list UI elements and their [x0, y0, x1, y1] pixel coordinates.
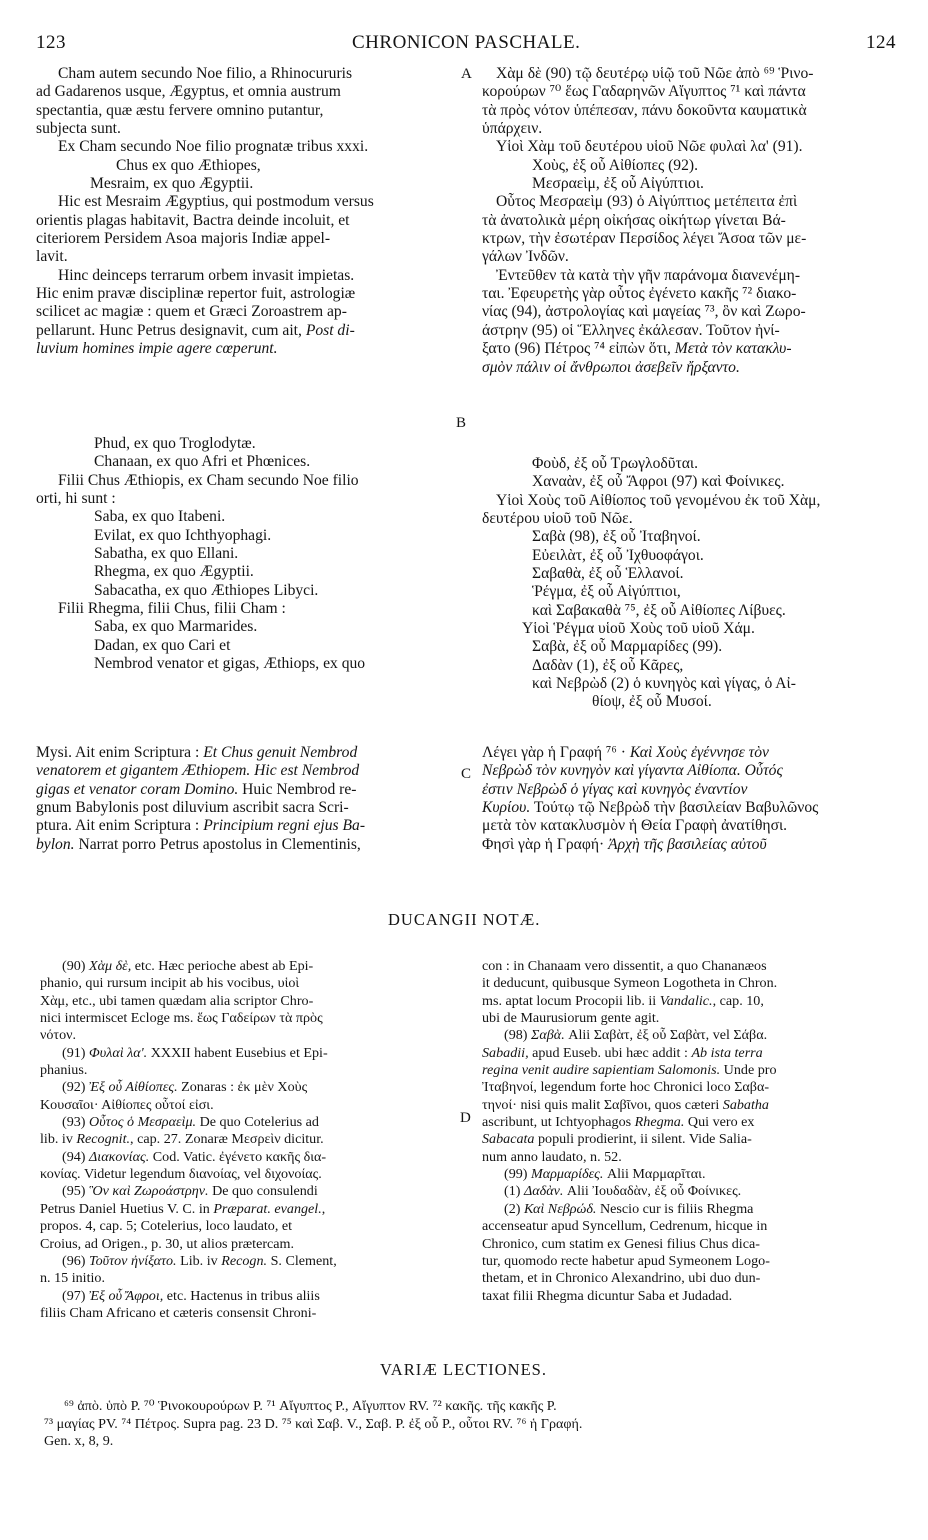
- note-line: tur, quomodo recte habetur apud Symeonem Logo-: [482, 1252, 770, 1269]
- greek-line: γάλων Ἰνδῶν.: [482, 248, 569, 266]
- latin-line: Saba, ex quo Marmarides.: [94, 618, 258, 636]
- latin-line: Hinc deinceps terrarum orbem invasit impietas.: [58, 266, 355, 284]
- latin-line: Ex Cham secundo Noe filio prognatæ tribus xxxi.: [58, 138, 369, 156]
- greek-line: Οὗτος Μεσραεὶμ (93) ὁ Αἰγύπτιος μετέπειτα ἐπὶ: [496, 193, 798, 211]
- note-line: accenseatur apud Syncellum, Cedrenum, hicque in: [482, 1218, 768, 1235]
- note-line: n. 15 initio.: [40, 1270, 105, 1287]
- note-line: (96) Τοῦτον ἠνίξατο. Lib. iv Recogn. S. Clement,: [62, 1252, 337, 1269]
- latin-line: Filii Rhegma, filii Chus, filii Cham :: [58, 600, 286, 618]
- note-line: filiis Cham Africano et cæteris consensit Chroni-: [40, 1304, 317, 1321]
- latin-column-bottom: [36, 744, 456, 854]
- note-line: nici intermiscet Ecloge ms. ἕως Γαδείρων τὰ πρὸς: [40, 1010, 323, 1027]
- page-number-left: 123: [36, 32, 66, 53]
- latin-line: Mesraim, ex quo Ægyptii.: [90, 175, 254, 193]
- note-line: (93) Οὗτος ὁ Μεσραεὶμ. De quo Cotelerius ad: [62, 1114, 319, 1131]
- greek-line: τὰ πρὸς νότον ὑπέπεσαν, πάνυ δοκοῦντα καυματικὰ: [482, 101, 807, 119]
- note-line: phanius.: [40, 1062, 88, 1079]
- latin-line: Evilat, ex quo Ichthyophagi.: [94, 526, 272, 544]
- greek-line: Φησὶ γὰρ ἡ Γραφή· Ἀρχὴ τῆς βασιλείας αὐτοῦ: [482, 835, 767, 853]
- note-line: regina venit audire sapientiam Salomonis. Unde pro: [482, 1062, 777, 1079]
- greek-line: Σαβαθὰ, ἐξ οὗ Ἑλλανοί.: [532, 565, 684, 583]
- greek-line: θίοψ, ἐξ οὗ Μυσοί.: [592, 693, 712, 711]
- greek-line: Χαναὰν, ἐξ οὗ Ἄφροι (97) καὶ Φοίνικες.: [532, 473, 785, 491]
- note-line: Croius, ad Origen., p. 30, ut alios prætercam.: [40, 1235, 295, 1252]
- greek-line: καὶ Σαβακαθὰ ⁷⁵, ἐξ οὗ Αἰθίοπες Λίβυες.: [532, 601, 786, 619]
- notes-right-column: [482, 958, 908, 1305]
- note-line: τηνοί· nisi quis malit Σαβῖνοι, quos cæteri Sabatha: [482, 1096, 769, 1113]
- greek-line: Δαδὰν (1), ἐξ οὗ Κᾶρες,: [532, 656, 684, 674]
- latin-column-top: [36, 65, 456, 359]
- variant-line: Gen. x, 8, 9.: [44, 1433, 114, 1449]
- note-line: Petrus Daniel Huetius V. C. in Præparat. evangel.,: [40, 1200, 326, 1217]
- latin-line: gnum Babylonis post diluvium ascribit sacra Scri-: [36, 799, 349, 817]
- latin-line: gigas et venator coram Domino. Huic Nembrod re-: [36, 780, 357, 798]
- latin-column-mid: [36, 435, 456, 673]
- margin-letter-b: B: [456, 415, 467, 431]
- greek-line: Κυρίου. Τούτῳ τῷ Νεβρὼδ τὴν βασιλείαν Βαβυλῶνος: [482, 799, 819, 817]
- latin-line: orti, hi sunt :: [36, 490, 116, 508]
- latin-line: luvium homines impie agere cœperunt.: [36, 340, 278, 358]
- greek-line: καὶ Νεβρὼδ (2) ὁ κυνηγὸς καὶ γίγας, ὁ Αἰ-: [532, 675, 796, 693]
- note-line: it deducunt, quibusque Symeon Logotheta in Chron.: [482, 975, 778, 992]
- greek-column-mid: [482, 455, 908, 712]
- note-line: Κουσαῖοι· Αἰθίοπες οὗτοί εἰσι.: [40, 1096, 214, 1113]
- note-line: phanio, qui rursum incipit ab his vocibus, υἱοὶ: [40, 975, 300, 992]
- greek-line: τὰ ἀνατολικὰ μέρη οἰκήσας οἰκήτωρ γίνεται Βά-: [482, 211, 786, 229]
- note-line: Ἰταβηνοί, legendum forte hoc Chronici loco Σαβα-: [482, 1079, 770, 1096]
- latin-line: bylon. Narrat porro Petrus apostolus in Clementinis,: [36, 835, 361, 853]
- greek-line: Χοὺς, ἐξ οὗ Αἰθίοπες (92).: [532, 156, 698, 174]
- latin-line: scilicet ac magiæ : quem et Græci Zoroastrem ap-: [36, 303, 347, 321]
- note-line: Sabadii, apud Euseb. ubi hæc addit : Ab ista terra: [482, 1044, 763, 1061]
- note-line: (1) Δαδὰν. Alii Ἰουδαδὰν, ἐξ οὗ Φοίνικες.: [504, 1183, 742, 1200]
- note-line: propos. 4, cap. 5; Cotelerius, loco laudato, et: [40, 1218, 293, 1235]
- latin-line: Hic enim pravæ disciplinæ repertor fuit, astrologiæ: [36, 285, 356, 303]
- variant-line: ⁷³ μαγίας PV. ⁷⁴ Πέτρος. Supra pag. 23 D. ⁷⁵ καὶ Σαβ. V., Σαβ. P. ἐξ οὗ P., οὗτοι RV. ⁷⁶ ἡ Γραφή.: [44, 1415, 583, 1432]
- latin-line: Hic est Mesraim Ægyptius, qui postmodum versus: [58, 193, 374, 211]
- margin-letter-a: A: [461, 66, 472, 82]
- section-heading-variae: VARIÆ LECTIONES.: [380, 1360, 547, 1379]
- latin-line: pellarunt. Hunc Petrus designavit, cum ait, Post di-: [36, 321, 355, 339]
- greek-line: Λέγει γὰρ ἡ Γραφή ⁷⁶ · Καὶ Χοὺς ἐγέννησε τὸν: [482, 744, 769, 761]
- note-line: ms. aptat locum Procopii lib. ii Vandalic., cap. 10,: [482, 992, 764, 1009]
- latin-line: Dadan, ex quo Cari et: [94, 636, 231, 654]
- latin-line: Sabatha, ex quo Ellani.: [94, 545, 239, 563]
- latin-line: citeriorem Persidem Asoa majoris Indiæ appel-: [36, 230, 331, 248]
- note-line: taxat filii Rhegma dicuntur Saba et Judadad.: [482, 1287, 733, 1304]
- latin-line: Phud, ex quo Troglodytæ.: [94, 435, 256, 452]
- latin-line: Saba, ex quo Itabeni.: [94, 508, 226, 526]
- greek-line: ξατο (96) Πέτρος ⁷⁴ εἰπὼν ὅτι, Μετὰ τὸν κατακλυ-: [482, 340, 792, 358]
- greek-line: ται. Ἐφευρετὴς γὰρ οὗτος ἐγένετο κακῆς ⁷² διακο-: [482, 285, 797, 303]
- note-line: lib. iv Recognit., cap. 27. Zonaræ Μεσρεὶν dicitur.: [40, 1131, 324, 1148]
- latin-line: Chus ex quo Æthiopes,: [116, 156, 261, 174]
- greek-line: κτρων, τὴν ἐσωτέραν Περσίδος λέγει Ἄσοα τῶν με-: [482, 230, 807, 248]
- greek-line: Χὰμ δὲ (90) τῷ δευτέρῳ υἱῷ τοῦ Νῶε ἀπὸ ⁶⁹ Ῥινο-: [496, 65, 814, 82]
- latin-line: Cham autem secundo Noe filio, a Rhinocururis: [58, 65, 353, 82]
- greek-line: Ἐντεῦθεν τὰ κατὰ τὴν γῆν παράνομα διανενέμη-: [496, 266, 801, 284]
- greek-line: μετὰ τὸν κατακλυσμὸν ἡ Θεία Γραφὴ ἀνατίθησι.: [482, 817, 788, 835]
- note-line: Χὰμ, etc., ubi tamen quædam alia scriptor Chro-: [40, 992, 314, 1009]
- variae-lectiones: [44, 1398, 908, 1451]
- page-number-right: 124: [866, 32, 896, 53]
- note-line: Sabacata populi prodierint, ii silent. Vide Salia-: [482, 1131, 752, 1148]
- latin-line: orientis plagas habitavit, Bactra deinde incoluit, et: [36, 211, 350, 229]
- margin-letter-d: D: [460, 1110, 471, 1126]
- greek-line: κορούρων ⁷⁰ ἕως Γαδαρηνῶν Αἴγυπτος ⁷¹ καὶ πάντα: [482, 83, 806, 101]
- note-line: (99) Μαρμαρίδες. Alii Μαρμαρῖται.: [504, 1166, 706, 1183]
- greek-line: Μεσραεὶμ, ἐξ οὗ Αἰγύπτιοι.: [532, 175, 704, 193]
- latin-line: Sabacatha, ex quo Æthiopes Libyci.: [94, 581, 319, 599]
- greek-line: Υἱοὶ Χὰμ τοῦ δευτέρου υἱοῦ Νῶε φυλαὶ λα' (91).: [496, 138, 803, 156]
- greek-line: ὑπάρχειν.: [482, 120, 543, 138]
- note-line: (2) Καὶ Νεβρώδ. Nescio cur is filiis Rhegma: [504, 1200, 754, 1217]
- latin-line: Rhegma, ex quo Ægyptii.: [94, 563, 254, 581]
- note-line: ubi de Maurusiorum gente agit.: [482, 1010, 660, 1027]
- greek-line: Νεβρὼδ τὸν κυνηγὸν καὶ γίγαντα Αἰθίοπα. Οὗτός: [482, 762, 783, 780]
- latin-line: Mysi. Ait enim Scriptura : Et Chus genuit Nembrod: [36, 744, 358, 761]
- greek-line: Σαβὰ (98), ἐξ οὗ Ἰταβηνοί.: [532, 528, 701, 546]
- latin-line: Chanaan, ex quo Afri et Phœnices.: [94, 453, 311, 471]
- section-heading-notes: DUCANGII NOTÆ.: [388, 910, 541, 929]
- greek-line: άστρην (95) οἱ Ἕλληνες ἐκάλεσαν. Τοῦτον ἠνί-: [482, 321, 780, 339]
- note-line: (92) Ἐξ οὗ Αἰθίοπες. Zonaras : ἐκ μὲν Χοὺς: [62, 1079, 308, 1096]
- greek-column-bottom: [482, 744, 908, 854]
- notes-left-column: [40, 958, 458, 1322]
- margin-letter-c: C: [461, 766, 472, 782]
- note-line: (91) Φυλαὶ λα'. XXXII habent Eusebius et Epi-: [62, 1044, 328, 1061]
- note-line: num anno laudato, n. 52.: [482, 1148, 622, 1165]
- latin-line: Filii Chus Æthiopis, ex Cham secundo Noe filio: [58, 471, 359, 489]
- greek-line: ἐστιν Νεβρὼδ ὁ γίγας καὶ κυνηγὸς ἐναντίον: [482, 780, 748, 798]
- latin-line: ad Gadarenos usque, Ægyptus, et omnia austrum: [36, 83, 341, 101]
- greek-line: νίας (94), ἀστρολογίας καὶ μαγείας ⁷³, ὃν καὶ Ζωρο-: [482, 303, 806, 321]
- running-title: CHRONICON PASCHALE.: [352, 32, 581, 53]
- note-line: (94) Διακονίας. Cod. Vatic. ἐγένετο κακῆς δια-: [62, 1148, 327, 1165]
- note-line: (98) Σαβὰ. Alii Σαβὰτ, ἐξ οὗ Σαβὰτ, vel Σάβα.: [504, 1027, 768, 1044]
- greek-line: Σαβὰ, ἐξ οὗ Μαρμαρίδες (99).: [532, 638, 723, 656]
- greek-line: δευτέρου υἱοῦ τοῦ Νῶε.: [482, 510, 633, 528]
- latin-line: ptura. Ait enim Scriptura : Principium regni ejus Ba-: [36, 817, 366, 835]
- greek-line: Υἱοὶ Ῥέγμα υἱοῦ Χοὺς τοῦ υἱοῦ Χάμ.: [522, 620, 755, 638]
- latin-line: spectantia, quæ æstu fervere omnino putantur,: [36, 101, 324, 119]
- latin-line: subjecta sunt.: [36, 120, 121, 138]
- note-line: thetam, et in Chronico Alexandrino, ubi duo dun-: [482, 1270, 761, 1287]
- greek-line: Φοὺδ, ἐξ οὗ Τρωγλοδῦται.: [532, 455, 699, 472]
- latin-line: Nembrod venator et gigas, Æthiops, ex quo: [94, 655, 366, 673]
- greek-column-top: [482, 65, 908, 377]
- note-line: Chronico, cum statim ex Genesi filius Chus dica-: [482, 1235, 760, 1252]
- greek-line: Εὐειλὰτ, ἐξ οὗ Ἰχθυοφάγοι.: [532, 546, 704, 564]
- note-line: ascribunt, ut Ichtyophagos Rhegma. Qui vero ex: [482, 1114, 755, 1131]
- note-line: κονίας. Videtur legendum διανοίας, vel διχονοίας.: [40, 1166, 322, 1183]
- variant-line: ⁶⁹ ἀπὸ. ὑπὸ P. ⁷⁰ Ῥινοκουρούρων P. ⁷¹ Αἴγυπτος P., Αἴγυπτον RV. ⁷² κακῆς. τῆς κακῆς P.: [64, 1398, 557, 1414]
- greek-line: Ῥέγμα, ἐξ οὗ Αἰγύπτιοι,: [532, 583, 681, 601]
- note-line: (95) Ὃν καὶ Ζωροάστρην. De quo consulendi: [62, 1183, 318, 1200]
- note-line: (97) Ἐξ οὗ Ἄφροι, etc. Hactenus in tribus aliis: [62, 1287, 320, 1304]
- note-line: con : in Chanaam vero dissentit, a quo Chananæos: [482, 958, 767, 974]
- note-line: (90) Χὰμ δὲ, etc. Hæc perioche abest ab Epi-: [62, 958, 314, 974]
- greek-line: Υἱοὶ Χοὺς τοῦ Αἰθίοπος τοῦ γενομένου ἐκ τοῦ Χὰμ,: [496, 491, 821, 509]
- note-line: νότον.: [40, 1027, 77, 1044]
- latin-line: venatorem et gigantem Æthiopem. Hic est Nembrod: [36, 762, 360, 780]
- greek-line: σμὸν πάλιν οἱ ἄνθρωποι ἀσεβεῖν ἤρξαντο.: [482, 358, 740, 376]
- latin-line: lavit.: [36, 248, 68, 266]
